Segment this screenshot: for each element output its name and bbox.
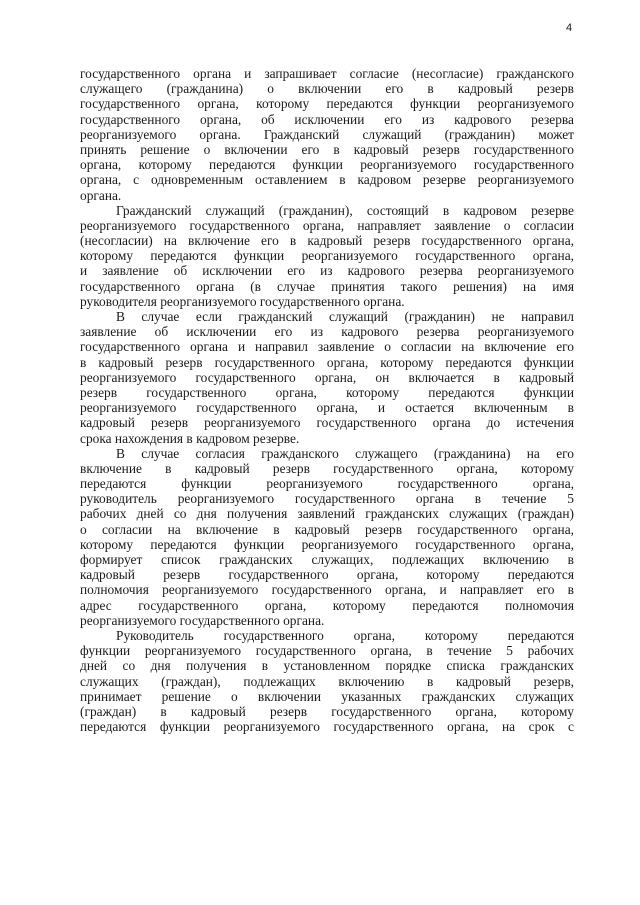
paragraph <box>80 628 574 734</box>
text-line: (граждан) в кадровый резерв государственного органа, которому <box>80 703 574 719</box>
text-line: резерв государственного органа, которому передаются функции <box>80 384 574 400</box>
text-line: В случае согласия гражданского служащего (гражданина) на его <box>116 445 574 461</box>
text-line: формирует список гражданских служащих, подлежащих включению в <box>80 552 574 567</box>
text-line: органа, с одновременным оставлением в кадровом резерве реорганизуемого <box>80 172 574 188</box>
paragraph <box>80 309 574 446</box>
text-line: реорганизуемого государственного органа, он включается в кадровый <box>80 369 574 385</box>
text-line: принимает решение о включении указанных гражданских служащих <box>80 688 574 704</box>
text-line: кадровый резерв реорганизуемого государственного органа до истечения <box>80 415 574 431</box>
text-line: функции реорганизуемого государственного органа, в течение 5 рабочих <box>80 643 574 659</box>
text-line: заявление об исключении его из кадрового резерва реорганизуемого <box>80 324 574 340</box>
text-line: полномочия реорганизуемого государственного органа, и направляет его в <box>80 582 574 598</box>
text-line: органа. <box>80 187 122 203</box>
text-line: передаются функции реорганизуемого государственного органа, <box>80 476 574 492</box>
text-line: В случае если гражданский служащий (гражданин) не направил <box>116 309 574 324</box>
document-body <box>80 66 574 734</box>
text-line: кадровый резерв государственного органа, которому передаются <box>80 567 574 583</box>
text-line: реорганизуемого органа. Гражданский служащий (гражданин) может <box>80 126 574 142</box>
text-line: (несогласии) на включение его в кадровый резерв государственного органа, <box>80 233 574 249</box>
text-line: которому передаются функции реорганизуемого государственного органа, <box>80 536 574 552</box>
page-number: 4 <box>566 22 573 34</box>
text-line: реорганизуемого государственного органа, направляет заявление о согласии <box>80 217 574 233</box>
paragraph <box>80 203 574 309</box>
text-line: включение в кадровый резерв государственного органа, которому <box>80 460 574 476</box>
paragraph <box>80 446 574 628</box>
text-line: Гражданский служащий (гражданин), состоящий в кадровом резерве <box>116 202 574 218</box>
text-line: которому передаются функции реорганизуемого государственного органа, <box>80 248 574 264</box>
text-line: государственного органа и запрашивает согласие (несогласие) гражданского <box>80 66 574 81</box>
text-line: в кадровый резерв государственного органа, которому передаются функции <box>80 354 574 370</box>
text-line: срока нахождения в кадровом резерве. <box>80 430 300 446</box>
text-line: рабочих дней со дня получения заявлений гражданских служащих (граждан) <box>80 506 574 522</box>
text-line: руководитель реорганизуемого государственного органа в течение 5 <box>80 491 574 507</box>
text-line: о согласии на включение в кадровый резерв государственного органа, <box>80 521 574 537</box>
text-line: дней со дня получения в установленном порядке списка гражданских <box>80 658 574 674</box>
text-line: адрес государственного органа, которому передаются полномочия <box>80 597 574 613</box>
text-line: передаются функции реорганизуемого государственного органа, на срок с <box>80 719 574 735</box>
text-line: служащих (граждан), подлежащих включению в кадровый резерв, <box>80 673 574 689</box>
text-line: органа, которому передаются функции реорганизуемого государственного <box>80 157 574 173</box>
text-line: принять решение о включении его в кадровый резерв государственного <box>80 141 574 157</box>
text-line: реорганизуемого государственного органа, и остается включенным в <box>80 400 574 416</box>
text-line: руководителя реорганизуемого государственного органа. <box>80 293 405 309</box>
text-line: государственного органа (в случае принятия такого решения) на имя <box>80 278 574 294</box>
text-line: реорганизуемого государственного органа. <box>80 612 325 628</box>
text-line: государственного органа, которому передаются функции реорганизуемого <box>80 96 574 112</box>
text-line: служащего (гражданина) о включении его в кадровый резерв <box>80 81 574 97</box>
text-line: и заявление об исключении его из кадрового резерва реорганизуемого <box>80 263 574 279</box>
text-line: государственного органа, об исключении его из кадрового резерва <box>80 111 574 127</box>
text-line: Руководитель государственного органа, которому передаются <box>116 627 574 643</box>
paragraph <box>80 66 574 203</box>
text-line: государственного органа и направил заявление о согласии на включение его <box>80 339 574 355</box>
